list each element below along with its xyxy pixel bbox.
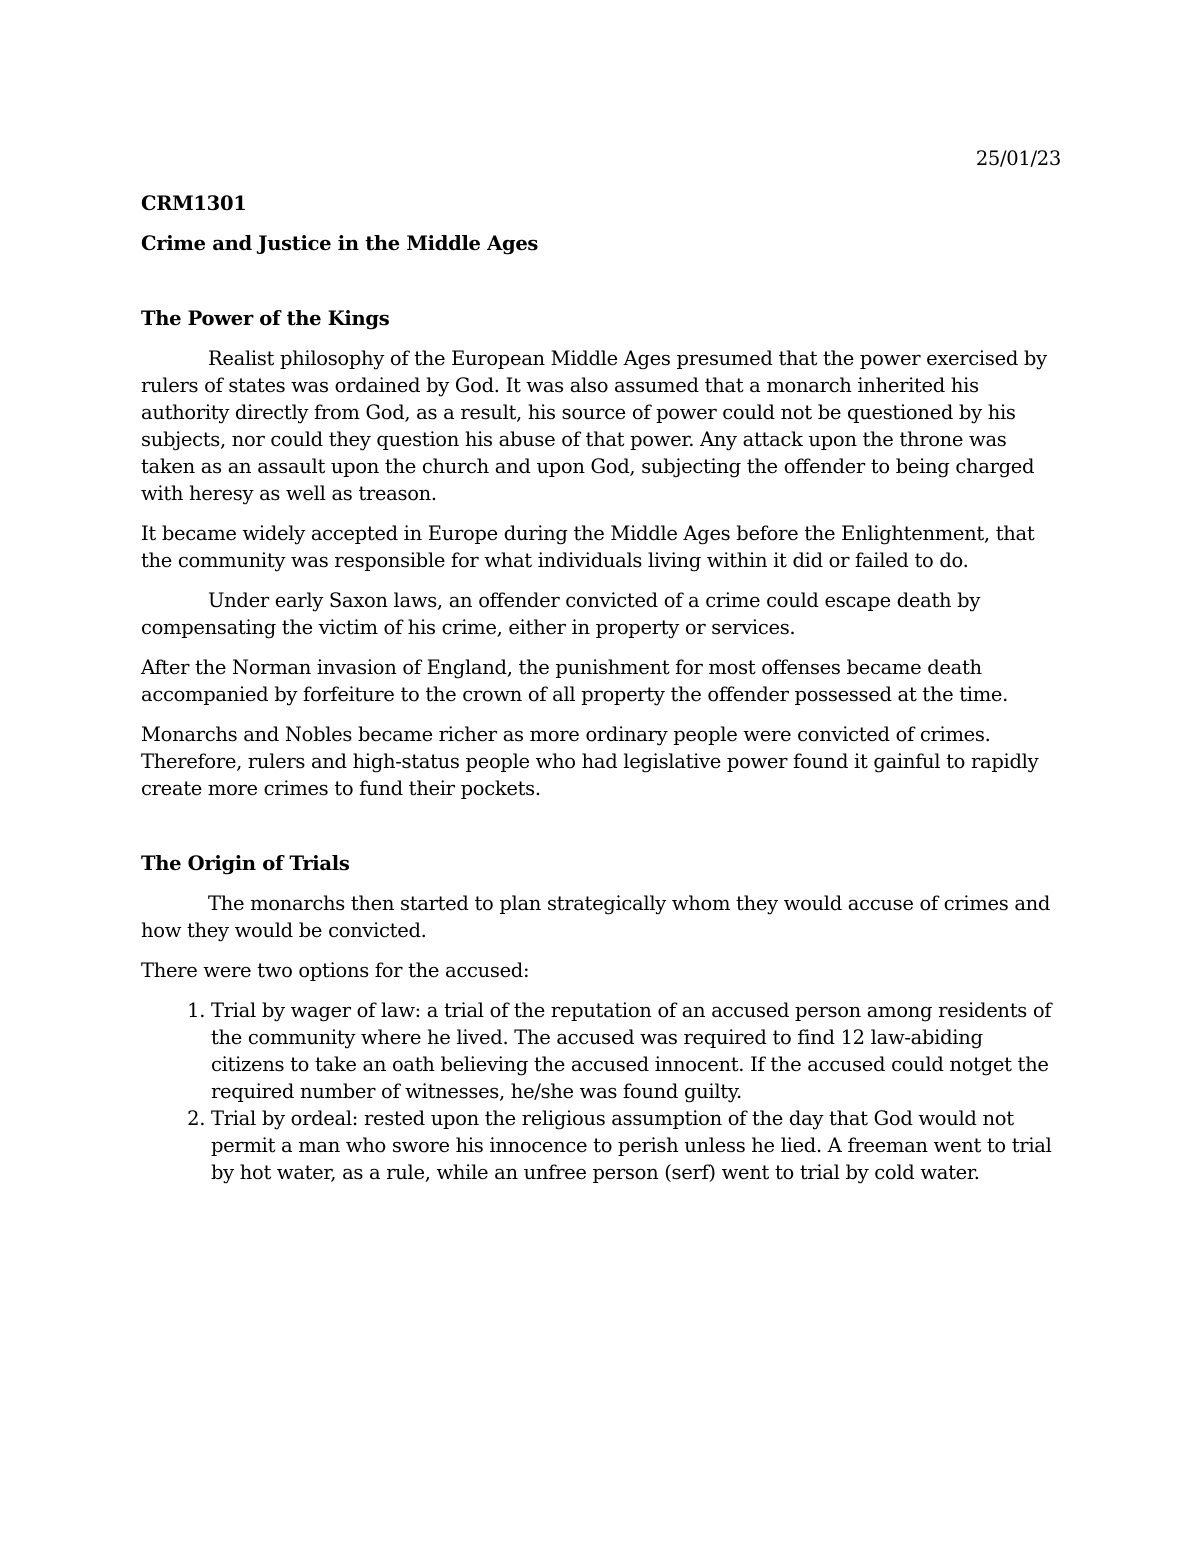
document-date: 25/01/23 bbox=[975, 147, 1061, 170]
trial-options-list bbox=[141, 997, 1061, 1186]
course-code: CRM1301 bbox=[141, 192, 247, 215]
section-power-of-kings bbox=[141, 305, 1061, 802]
paragraph-saxon-laws: Under early Saxon laws, an offender convicted of a crime could escape death by compensating the victim of his crime, either in property or services. bbox=[141, 589, 981, 639]
paragraph-community-responsibility: It became widely accepted in Europe during the Middle Ages before the Enlightenment, that the community was responsible for what individuals living within it did or failed to do. bbox=[141, 522, 1035, 572]
document-title: Crime and Justice in the Middle Ages bbox=[141, 232, 539, 255]
paragraph-norman-invasion: After the Norman invasion of England, the punishment for most offenses became death accompanied by forfeiture to the crown of all property the offender possessed at the time. bbox=[141, 656, 1009, 706]
paragraph-realist-philosophy: Realist philosophy of the European Middle Ages presumed that the power exercised by rulers of states was ordained by God. It was also assumed that a monarch inherited his authority directly from God, as a result, his source of power could not be questioned by his subjects, nor could they question his abuse of that power. Any attack upon the throne was taken as an assault upon the church and upon God, subjecting the offender to being charged with heresy as well as treason. bbox=[141, 347, 1047, 505]
list-item-trial-by-ordeal: 2. Trial by ordeal: rested upon the religious assumption of the day that God would not permit a man who swore his innocence to perish unless he lied. A freeman went to trial by hot water, as a rule, while an unfree person (serf) went to trial by cold water. bbox=[211, 1105, 1061, 1186]
paragraph-two-options: There were two options for the accused: bbox=[141, 959, 530, 982]
paragraph-monarchs-plan: The monarchs then started to plan strategically whom they would accuse of crimes and how they would be convicted. bbox=[141, 892, 1051, 942]
document-body bbox=[141, 145, 1061, 1186]
section-heading-power-of-kings: The Power of the Kings bbox=[141, 307, 390, 330]
paragraph-monarchs-nobles: Monarchs and Nobles became richer as more ordinary people were convicted of crimes. Therefore, rulers and high-status people who had legislative power found it gainful to rapidly create more crimes to fund their pockets. bbox=[141, 723, 1039, 800]
list-item-wager-of-law: 1. Trial by wager of law: a trial of the reputation of an accused person among residents of the community where he lived. The accused was required to find 12 law-abiding citizens to take an oath believing the accused innocent. If the accused could notget the required number of witnesses, he/she was found guilty. bbox=[211, 997, 1061, 1105]
section-origin-of-trials bbox=[141, 850, 1061, 1186]
section-heading-origin-of-trials: The Origin of Trials bbox=[141, 852, 350, 875]
